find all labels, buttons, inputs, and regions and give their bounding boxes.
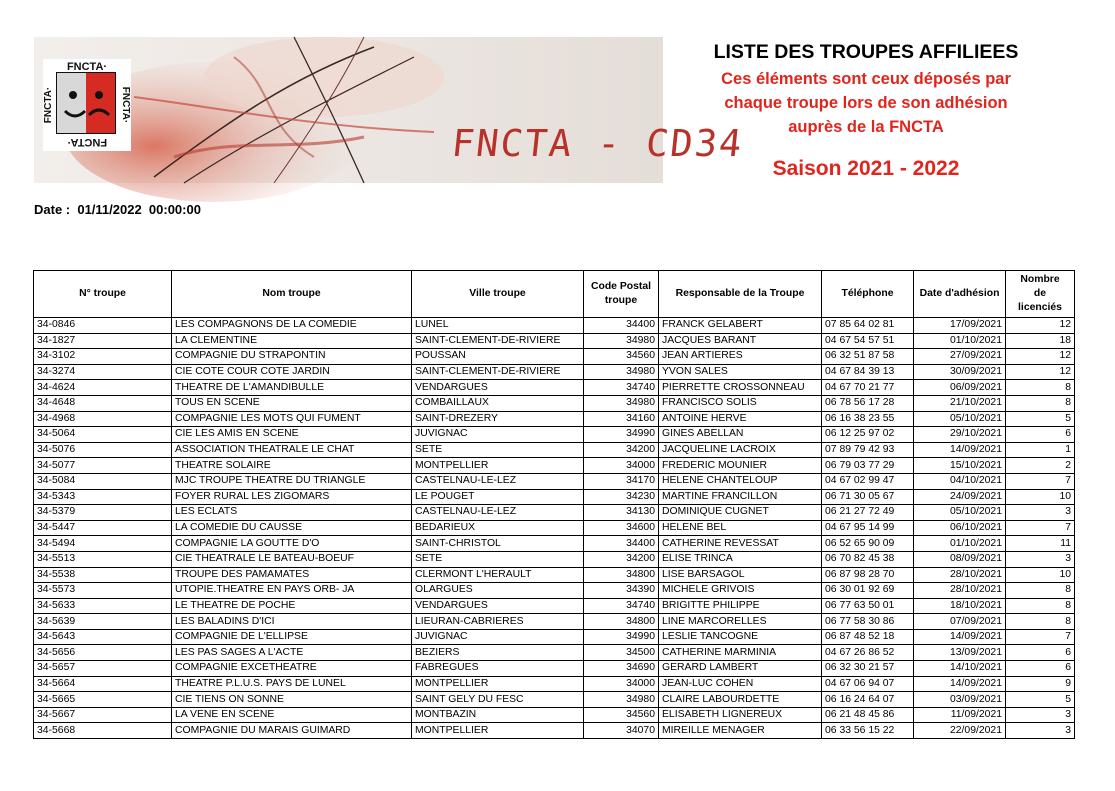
postal-code-cell: 34980 [584, 395, 659, 411]
troupe-name-cell: COMPAGNIE DU MARAIS GUIMARD [172, 723, 412, 739]
svg-text:FNCTA·: FNCTA· [120, 86, 131, 124]
postal-code-cell: 34800 [584, 567, 659, 583]
phone-cell: 06 77 58 30 86 [822, 614, 914, 630]
subtitle-line: auprès de la FNCTA [788, 118, 944, 136]
svg-text:FNCTA·: FNCTA· [66, 136, 108, 148]
manager-cell: JACQUELINE LACROIX [659, 442, 822, 458]
city-cell: LUNEL [412, 318, 584, 334]
license-count-cell: 7 [1006, 473, 1075, 489]
season-label: Saison 2021 - 2022 [772, 157, 960, 180]
header-text: troupe [604, 295, 638, 306]
troupe-name-cell: COMPAGNIE EXCETHEATRE [172, 661, 412, 677]
license-count-cell: 8 [1006, 395, 1075, 411]
date-cell: 14/09/2021 [914, 629, 1006, 645]
table-row [34, 505, 1075, 521]
date-cell: 04/10/2021 [914, 473, 1006, 489]
troupe-number-cell: 34-5664 [34, 676, 172, 692]
phone-cell: 06 87 98 28 70 [822, 567, 914, 583]
header-membership-date: Date d'adhésion [914, 271, 1006, 318]
date-cell: 01/10/2021 [914, 333, 1006, 349]
report-date: Date : 01/11/2022 00:00:00 [34, 202, 201, 217]
date-cell: 18/10/2021 [914, 598, 1006, 614]
troupe-number-cell: 34-5668 [34, 723, 172, 739]
troupe-number-cell: 34-5064 [34, 427, 172, 443]
header-text: de [1033, 288, 1047, 299]
subtitle-line: Ces éléments sont ceux déposés par [721, 70, 1011, 88]
manager-cell: HELENE CHANTELOUP [659, 473, 822, 489]
postal-code-cell: 34800 [584, 614, 659, 630]
manager-cell: GERARD LAMBERT [659, 661, 822, 677]
manager-cell: YVON SALES [659, 364, 822, 380]
date-cell: 08/09/2021 [914, 551, 1006, 567]
phone-cell: 06 87 48 52 18 [822, 629, 914, 645]
header-troupe-name: Nom troupe [172, 271, 412, 318]
license-count-cell: 8 [1006, 598, 1075, 614]
header-manager: Responsable de la Troupe [659, 271, 822, 318]
phone-cell: 04 67 95 14 99 [822, 520, 914, 536]
troupe-number-cell: 34-4968 [34, 411, 172, 427]
license-count-cell: 7 [1006, 629, 1075, 645]
troupe-number-cell: 34-5643 [34, 629, 172, 645]
city-cell: MONTPELLIER [412, 723, 584, 739]
troupe-number-cell: 34-5573 [34, 583, 172, 599]
phone-cell: 06 21 27 72 49 [822, 505, 914, 521]
license-count-cell: 8 [1006, 614, 1075, 630]
postal-code-cell: 34980 [584, 333, 659, 349]
license-count-cell: 3 [1006, 723, 1075, 739]
manager-cell: ELISABETH LIGNEREUX [659, 707, 822, 723]
license-count-cell: 6 [1006, 427, 1075, 443]
phone-cell: 06 71 30 05 67 [822, 489, 914, 505]
troupe-number-cell: 34-4624 [34, 380, 172, 396]
manager-cell: FRANCK GELABERT [659, 318, 822, 334]
license-count-cell: 7 [1006, 520, 1075, 536]
license-count-cell: 8 [1006, 583, 1075, 599]
license-count-cell: 12 [1006, 349, 1075, 365]
table-row [34, 395, 1075, 411]
postal-code-cell: 34600 [584, 520, 659, 536]
table-row [34, 364, 1075, 380]
manager-cell: MARTINE FRANCILLON [659, 489, 822, 505]
postal-code-cell: 34200 [584, 551, 659, 567]
troupe-name-cell: MJC TROUPE THEATRE DU TRIANGLE [172, 473, 412, 489]
date-cell: 05/10/2021 [914, 411, 1006, 427]
city-cell: VENDARGUES [412, 598, 584, 614]
troupe-number-cell: 34-5447 [34, 520, 172, 536]
troupe-name-cell: COMPAGNIE LA GOUTTE D'O [172, 536, 412, 552]
troupe-number-cell: 34-5513 [34, 551, 172, 567]
header-phone: Téléphone [822, 271, 914, 318]
troupe-name-cell: TOUS EN SCENE [172, 395, 412, 411]
troupe-name-cell: ASSOCIATION THEATRALE LE CHAT [172, 442, 412, 458]
table-row [34, 551, 1075, 567]
table-row [34, 598, 1075, 614]
city-cell: MONTPELLIER [412, 676, 584, 692]
phone-cell: 06 52 65 90 09 [822, 536, 914, 552]
date-cell: 29/10/2021 [914, 427, 1006, 443]
manager-cell: LISE BARSAGOL [659, 567, 822, 583]
phone-cell: 06 16 38 23 55 [822, 411, 914, 427]
header-license-count [1006, 271, 1075, 318]
page-title: LISTE DES TROUPES AFFILIEES [713, 41, 1019, 63]
license-count-cell: 11 [1006, 536, 1075, 552]
postal-code-cell: 34390 [584, 583, 659, 599]
date-cell: 06/10/2021 [914, 520, 1006, 536]
postal-code-cell: 34160 [584, 411, 659, 427]
phone-cell: 06 77 63 50 01 [822, 598, 914, 614]
troupe-number-cell: 34-5656 [34, 645, 172, 661]
troupe-name-cell: LES COMPAGNONS DE LA COMEDIE [172, 318, 412, 334]
date-cell: 14/10/2021 [914, 661, 1006, 677]
postal-code-cell: 34990 [584, 629, 659, 645]
date-cell: 28/10/2021 [914, 567, 1006, 583]
date-cell: 07/09/2021 [914, 614, 1006, 630]
table-row [34, 629, 1075, 645]
license-count-cell: 2 [1006, 458, 1075, 474]
postal-code-cell: 34170 [584, 473, 659, 489]
troupe-name-cell: CIE LES AMIS EN SCENE [172, 427, 412, 443]
license-count-cell: 3 [1006, 707, 1075, 723]
postal-code-cell: 34740 [584, 598, 659, 614]
phone-cell: 04 67 84 39 13 [822, 364, 914, 380]
troupe-number-cell: 34-5077 [34, 458, 172, 474]
manager-cell: CATHERINE REVESSAT [659, 536, 822, 552]
date-cell: 28/10/2021 [914, 583, 1006, 599]
troupe-name-cell: LA CLEMENTINE [172, 333, 412, 349]
svg-text:FNCTA·: FNCTA· [66, 61, 108, 73]
troupe-name-cell: COMPAGNIE DU STRAPONTIN [172, 349, 412, 365]
table-row [34, 442, 1075, 458]
troupe-name-cell: CIE THEATRALE LE BATEAU-BOEUF [172, 551, 412, 567]
date-cell: 06/09/2021 [914, 380, 1006, 396]
city-cell: FABREGUES [412, 661, 584, 677]
manager-cell: ELISE TRINCA [659, 551, 822, 567]
subtitle [676, 67, 1056, 139]
phone-cell: 06 79 03 77 29 [822, 458, 914, 474]
postal-code-cell: 34400 [584, 318, 659, 334]
city-cell: SETE [412, 551, 584, 567]
city-cell: VENDARGUES [412, 380, 584, 396]
date-cell: 03/09/2021 [914, 692, 1006, 708]
banner-title: FNCTA - CD34 [449, 122, 746, 165]
postal-code-cell: 34000 [584, 458, 659, 474]
troupes-table [33, 270, 1075, 739]
postal-code-cell: 34560 [584, 349, 659, 365]
troupe-name-cell: LES PAS SAGES A L'ACTE [172, 645, 412, 661]
fncta-logo [43, 59, 131, 151]
city-cell: SAINT-CLEMENT-DE-RIVIERE [412, 333, 584, 349]
city-cell: SAINT-DREZERY [412, 411, 584, 427]
phone-cell: 06 70 82 45 38 [822, 551, 914, 567]
phone-cell: 07 85 64 02 81 [822, 318, 914, 334]
phone-cell: 06 33 56 15 22 [822, 723, 914, 739]
troupe-name-cell: LES ECLATS [172, 505, 412, 521]
city-cell: CASTELNAU-LE-LEZ [412, 505, 584, 521]
date-cell: 30/09/2021 [914, 364, 1006, 380]
table-row [34, 318, 1075, 334]
phone-cell: 06 21 48 45 86 [822, 707, 914, 723]
troupe-number-cell: 34-5494 [34, 536, 172, 552]
city-cell: POUSSAN [412, 349, 584, 365]
troupe-name-cell: COMPAGNIE LES MOTS QUI FUMENT [172, 411, 412, 427]
license-count-cell: 3 [1006, 551, 1075, 567]
phone-cell: 07 89 79 42 93 [822, 442, 914, 458]
troupe-number-cell: 34-1827 [34, 333, 172, 349]
troupe-number-cell: 34-5639 [34, 614, 172, 630]
header-troupe-city: Ville troupe [412, 271, 584, 318]
troupe-name-cell: LE THEATRE DE POCHE [172, 598, 412, 614]
city-cell: LIEURAN-CABRIERES [412, 614, 584, 630]
troupe-number-cell: 34-3274 [34, 364, 172, 380]
table-row [34, 707, 1075, 723]
city-cell: SAINT GELY DU FESC [412, 692, 584, 708]
license-count-cell: 6 [1006, 645, 1075, 661]
troupe-number-cell: 34-3102 [34, 349, 172, 365]
table-row [34, 473, 1075, 489]
header-text: Nombre [1020, 274, 1060, 285]
phone-cell: 04 67 02 99 47 [822, 473, 914, 489]
troupe-name-cell: CIE TIENS ON SONNE [172, 692, 412, 708]
city-cell: LE POUGET [412, 489, 584, 505]
table-row [34, 676, 1075, 692]
table-row [34, 458, 1075, 474]
troupe-number-cell: 34-5379 [34, 505, 172, 521]
header-troupe-number: N° troupe [34, 271, 172, 318]
subtitle-line: chaque troupe lors de son adhésion [724, 94, 1008, 112]
date-cell: 15/10/2021 [914, 458, 1006, 474]
troupe-name-cell: LES BALADINS D'ICI [172, 614, 412, 630]
phone-cell: 06 32 30 21 57 [822, 661, 914, 677]
date-cell: 21/10/2021 [914, 395, 1006, 411]
license-count-cell: 1 [1006, 442, 1075, 458]
city-cell: JUVIGNAC [412, 629, 584, 645]
troupe-number-cell: 34-5657 [34, 661, 172, 677]
city-cell: COMBAILLAUX [412, 395, 584, 411]
date-cell: 14/09/2021 [914, 442, 1006, 458]
manager-cell: HELENE BEL [659, 520, 822, 536]
manager-cell: ANTOINE HERVE [659, 411, 822, 427]
phone-cell: 04 67 06 94 07 [822, 676, 914, 692]
postal-code-cell: 34980 [584, 364, 659, 380]
date-cell: 01/10/2021 [914, 536, 1006, 552]
table-row [34, 614, 1075, 630]
postal-code-cell: 34980 [584, 692, 659, 708]
troupe-name-cell: LA COMEDIE DU CAUSSE [172, 520, 412, 536]
date-cell: 27/09/2021 [914, 349, 1006, 365]
manager-cell: JEAN ARTIERES [659, 349, 822, 365]
city-cell: MONTPELLIER [412, 458, 584, 474]
date-cell: 22/09/2021 [914, 723, 1006, 739]
header-text: licenciés [1018, 302, 1062, 313]
license-count-cell: 5 [1006, 692, 1075, 708]
manager-cell: BRIGITTE PHILIPPE [659, 598, 822, 614]
manager-cell: LESLIE TANCOGNE [659, 629, 822, 645]
phone-cell: 06 16 24 64 07 [822, 692, 914, 708]
license-count-cell: 9 [1006, 676, 1075, 692]
phone-cell: 04 67 26 86 52 [822, 645, 914, 661]
table-row [34, 411, 1075, 427]
city-cell: BEZIERS [412, 645, 584, 661]
postal-code-cell: 34000 [584, 676, 659, 692]
manager-cell: FREDERIC MOUNIER [659, 458, 822, 474]
city-cell: BEDARIEUX [412, 520, 584, 536]
license-count-cell: 10 [1006, 489, 1075, 505]
table-row [34, 723, 1075, 739]
troupe-number-cell: 34-5633 [34, 598, 172, 614]
troupe-name-cell: THEATRE DE L'AMANDIBULLE [172, 380, 412, 396]
postal-code-cell: 34130 [584, 505, 659, 521]
postal-code-cell: 34690 [584, 661, 659, 677]
city-cell: SETE [412, 442, 584, 458]
troupe-number-cell: 34-5538 [34, 567, 172, 583]
table-row [34, 583, 1075, 599]
table-row [34, 520, 1075, 536]
table-header-row [34, 271, 1075, 318]
manager-cell: CATHERINE MARMINIA [659, 645, 822, 661]
date-cell: 05/10/2021 [914, 505, 1006, 521]
city-cell: SAINT-CLEMENT-DE-RIVIERE [412, 364, 584, 380]
city-cell: MONTBAZIN [412, 707, 584, 723]
phone-cell: 06 30 01 92 69 [822, 583, 914, 599]
table-row [34, 661, 1075, 677]
license-count-cell: 6 [1006, 661, 1075, 677]
table-row [34, 427, 1075, 443]
header-postal-code [584, 271, 659, 318]
manager-cell: CLAIRE LABOURDETTE [659, 692, 822, 708]
table-body [34, 318, 1075, 739]
header-text: Code Postal [590, 281, 652, 292]
license-count-cell: 5 [1006, 411, 1075, 427]
license-count-cell: 8 [1006, 380, 1075, 396]
manager-cell: MIREILLE MENAGER [659, 723, 822, 739]
license-count-cell: 10 [1006, 567, 1075, 583]
table-row [34, 645, 1075, 661]
table-row [34, 333, 1075, 349]
troupe-number-cell: 34-5076 [34, 442, 172, 458]
license-count-cell: 18 [1006, 333, 1075, 349]
city-cell: OLARGUES [412, 583, 584, 599]
troupe-number-cell: 34-0846 [34, 318, 172, 334]
manager-cell: JACQUES BARANT [659, 333, 822, 349]
table-row [34, 567, 1075, 583]
manager-cell: FRANCISCO SOLIS [659, 395, 822, 411]
phone-cell: 06 78 56 17 28 [822, 395, 914, 411]
title-block [676, 40, 1056, 182]
postal-code-cell: 34230 [584, 489, 659, 505]
table-row [34, 380, 1075, 396]
troupe-number-cell: 34-5665 [34, 692, 172, 708]
license-count-cell: 12 [1006, 318, 1075, 334]
troupe-name-cell: THEATRE P.L.U.S. PAYS DE LUNEL [172, 676, 412, 692]
troupe-number-cell: 34-5343 [34, 489, 172, 505]
troupe-name-cell: THEATRE SOLAIRE [172, 458, 412, 474]
table-row [34, 489, 1075, 505]
date-cell: 11/09/2021 [914, 707, 1006, 723]
troupe-name-cell: FOYER RURAL LES ZIGOMARS [172, 489, 412, 505]
troupe-number-cell: 34-4648 [34, 395, 172, 411]
troupe-number-cell: 34-5084 [34, 473, 172, 489]
postal-code-cell: 34990 [584, 427, 659, 443]
city-cell: JUVIGNAC [412, 427, 584, 443]
postal-code-cell: 34400 [584, 536, 659, 552]
troupe-name-cell: LA VENE EN SCENE [172, 707, 412, 723]
city-cell: SAINT-CHRISTOL [412, 536, 584, 552]
manager-cell: MICHELE GRIVOIS [659, 583, 822, 599]
postal-code-cell: 34500 [584, 645, 659, 661]
city-cell: CASTELNAU-LE-LEZ [412, 473, 584, 489]
troupe-name-cell: UTOPIE.THEATRE EN PAYS ORB- JA [172, 583, 412, 599]
postal-code-cell: 34560 [584, 707, 659, 723]
troupe-name-cell: TROUPE DES PAMAMATES [172, 567, 412, 583]
postal-code-cell: 34200 [584, 442, 659, 458]
city-cell: CLERMONT L'HERAULT [412, 567, 584, 583]
troupe-name-cell: CIE COTE COUR COTE JARDIN [172, 364, 412, 380]
postal-code-cell: 34740 [584, 380, 659, 396]
license-count-cell: 12 [1006, 364, 1075, 380]
date-cell: 14/09/2021 [914, 676, 1006, 692]
svg-text:FNCTA·: FNCTA· [43, 86, 54, 124]
table-row [34, 536, 1075, 552]
date-cell: 17/09/2021 [914, 318, 1006, 334]
license-count-cell: 3 [1006, 505, 1075, 521]
manager-cell: LINE MARCORELLES [659, 614, 822, 630]
postal-code-cell: 34070 [584, 723, 659, 739]
manager-cell: DOMINIQUE CUGNET [659, 505, 822, 521]
phone-cell: 04 67 54 57 51 [822, 333, 914, 349]
troupe-number-cell: 34-5667 [34, 707, 172, 723]
header-banner [34, 37, 746, 183]
table-row [34, 349, 1075, 365]
phone-cell: 04 67 70 21 77 [822, 380, 914, 396]
manager-cell: PIERRETTE CROSSONNEAU [659, 380, 822, 396]
phone-cell: 06 12 25 97 02 [822, 427, 914, 443]
date-cell: 24/09/2021 [914, 489, 1006, 505]
phone-cell: 06 32 51 87 58 [822, 349, 914, 365]
table-row [34, 692, 1075, 708]
date-cell: 13/09/2021 [914, 645, 1006, 661]
troupe-name-cell: COMPAGNIE DE L'ELLIPSE [172, 629, 412, 645]
manager-cell: JEAN-LUC COHEN [659, 676, 822, 692]
manager-cell: GINES ABELLAN [659, 427, 822, 443]
